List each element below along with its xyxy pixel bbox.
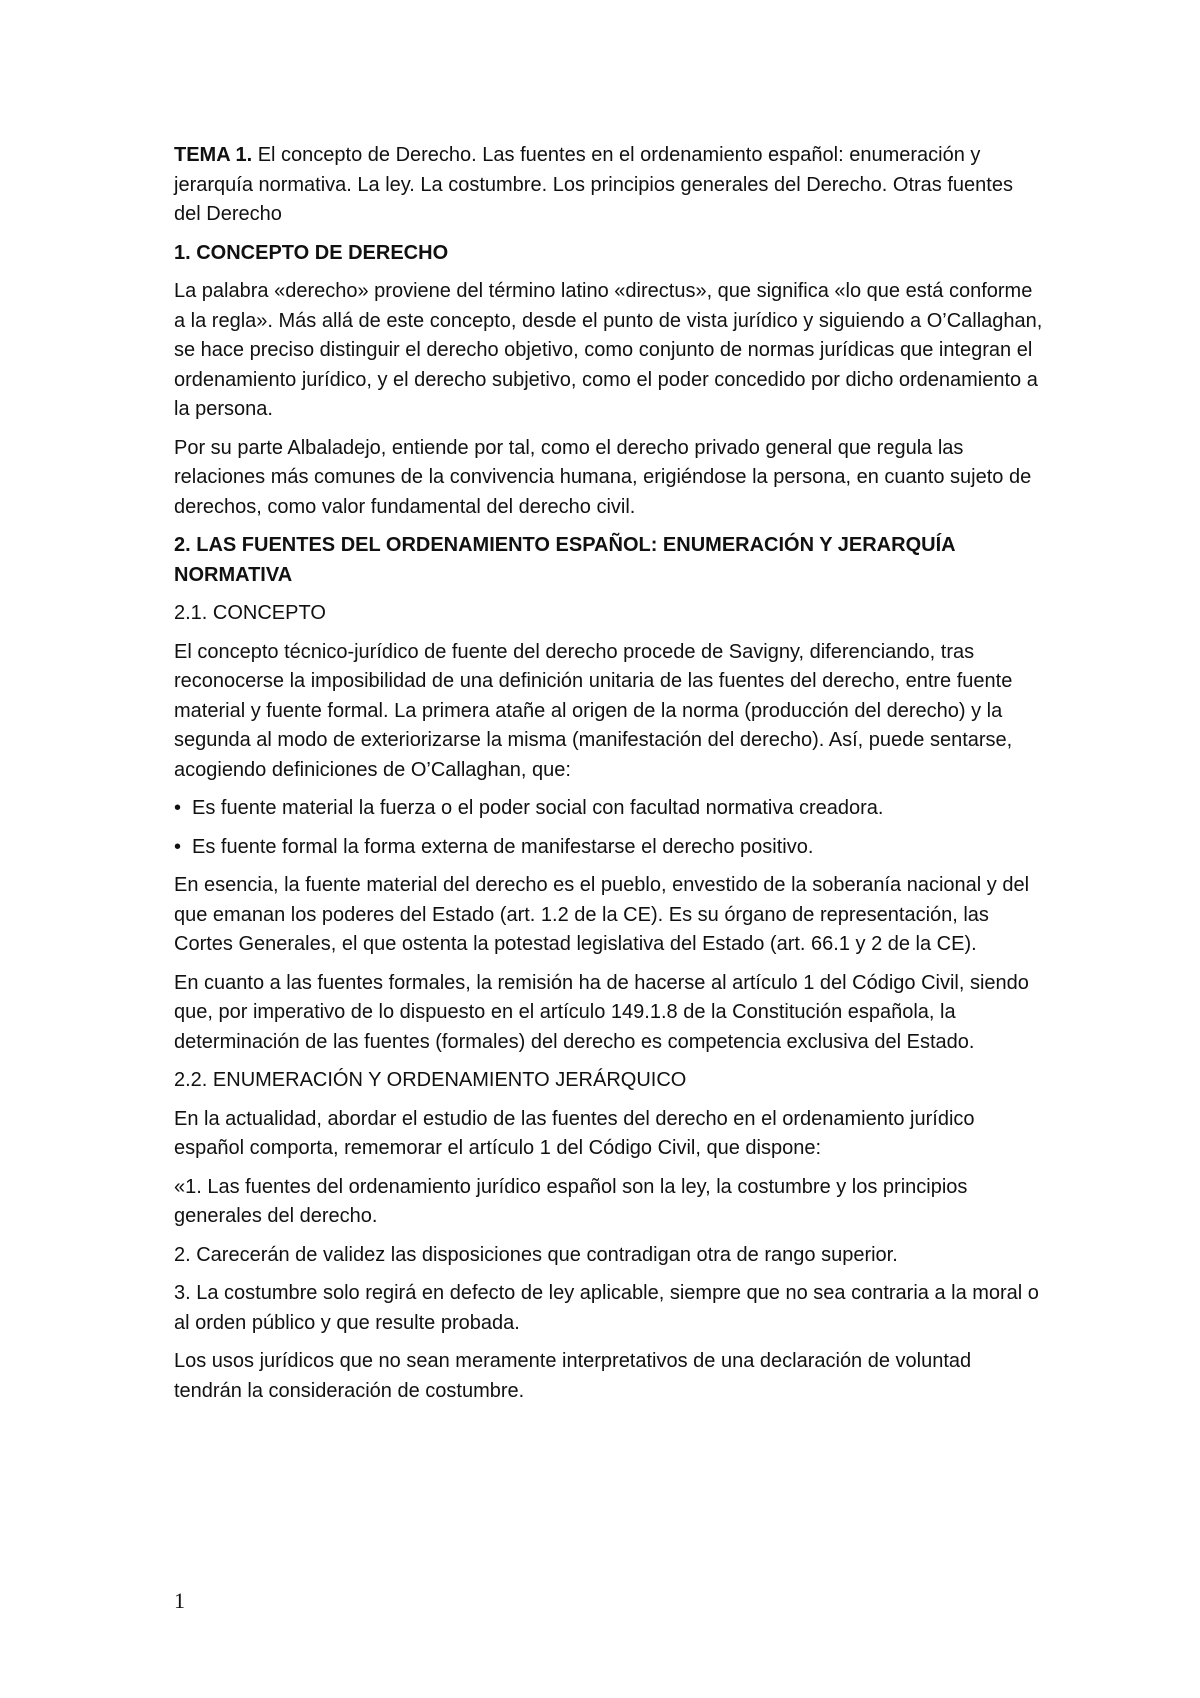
subsection-2-1-heading: 2.1. CONCEPTO xyxy=(174,602,326,624)
bullet-item-1 xyxy=(174,794,1044,824)
paragraph-7: «1. Las fuentes del ordenamiento jurídico español son la ley, la costumbre y los principios generales del derecho. xyxy=(174,1175,968,1227)
document-title xyxy=(174,141,1044,230)
section-1-heading: 1. CONCEPTO DE DERECHO xyxy=(174,241,449,264)
document-body xyxy=(174,141,1044,1415)
paragraph-8: 2. Carecerán de validez las disposiciones que contradigan otra de rango superior. xyxy=(174,1243,898,1266)
bullet-text-2: Es fuente formal la forma externa de manifestarse el derecho positivo. xyxy=(192,835,814,858)
paragraph-2: Por su parte Albaladejo, entiende por tal, como el derecho privado general que regula las relaciones más comunes de la convivencia humana, erigiéndose la persona, en cuanto sujeto de derechos, como valor fundamental del derecho civil. xyxy=(174,436,1032,518)
bullet-text-1: Es fuente material la fuerza o el poder social con facultad normativa creadora. xyxy=(192,797,884,819)
bullet-icon: • xyxy=(174,835,182,858)
paragraph-4: En esencia, la fuente material del derecho es el pueblo, envestido de la soberanía nacional y del que emanan los poderes del Estado (art. 1.2 de la CE). Es su órgano de representación, las Cortes Generales, el que ostenta la potestad legislativa del Estado (art. 66.1 y 2 de la CE). xyxy=(174,874,1030,955)
paragraph-10: Los usos jurídicos que no sean meramente interpretativos de una declaración de voluntad tendrán la consideración de costumbre. xyxy=(174,1350,972,1402)
bullet-item-2 xyxy=(174,833,1044,863)
title-text: El concepto de Derecho. Las fuentes en el ordenamiento español: enumeración y jerarquía normativa. La ley. La costumbre. Los principios generales del Derecho. Otras fuentes del Derecho xyxy=(174,144,1013,225)
bullet-icon: • xyxy=(174,797,182,819)
subsection-2-2-heading: 2.2. ENUMERACIÓN Y ORDENAMIENTO JERÁRQUICO xyxy=(174,1069,687,1091)
paragraph-6: En la actualidad, abordar el estudio de las fuentes del derecho en el ordenamiento jurídico español comporta, rememorar el artículo 1 del Código Civil, que dispone: xyxy=(174,1107,975,1159)
title-prefix: TEMA 1. xyxy=(174,144,253,166)
page-number: 1 xyxy=(174,1588,185,1613)
paragraph-3: El concepto técnico-jurídico de fuente del derecho procede de Savigny, diferenciando, tras reconocerse la imposibilidad de una definición unitaria de las fuentes del derecho, entre fuente material y fuente formal. La primera atañe al origen de la norma (producción del derecho) y la segunda al modo de exteriorizarse la misma (manifestación del derecho). Así, puede sentarse, acogiendo definiciones de O’Callaghan, que: xyxy=(174,640,1013,781)
paragraph-9: 3. La costumbre solo regirá en defecto de ley aplicable, siempre que no sea contraria a la moral o al orden público y que resulte probada. xyxy=(174,1282,1039,1334)
section-2-heading: 2. LAS FUENTES DEL ORDENAMIENTO ESPAÑOL: ENUMERACIÓN Y JERARQUÍA NORMATIVA xyxy=(174,534,955,586)
paragraph-1: La palabra «derecho» proviene del término latino «directus», que significa «lo que está conforme a la regla». Más allá de este concepto, desde el punto de vista jurídico y siguiendo a O’Callaghan, se hace preciso distinguir el derecho objetivo, como conjunto de normas jurídicas que integran el ordenamiento jurídico, y el derecho subjetivo, como el poder concedido por dicho ordenamiento a la persona. xyxy=(174,280,1043,420)
paragraph-5: En cuanto a las fuentes formales, la remisión ha de hacerse al artículo 1 del Código Civil, siendo que, por imperativo de lo dispuesto en el artículo 149.1.8 de la Constitución española, la determinación de las fuentes (formales) del derecho es competencia exclusiva del Estado. xyxy=(174,971,1029,1053)
